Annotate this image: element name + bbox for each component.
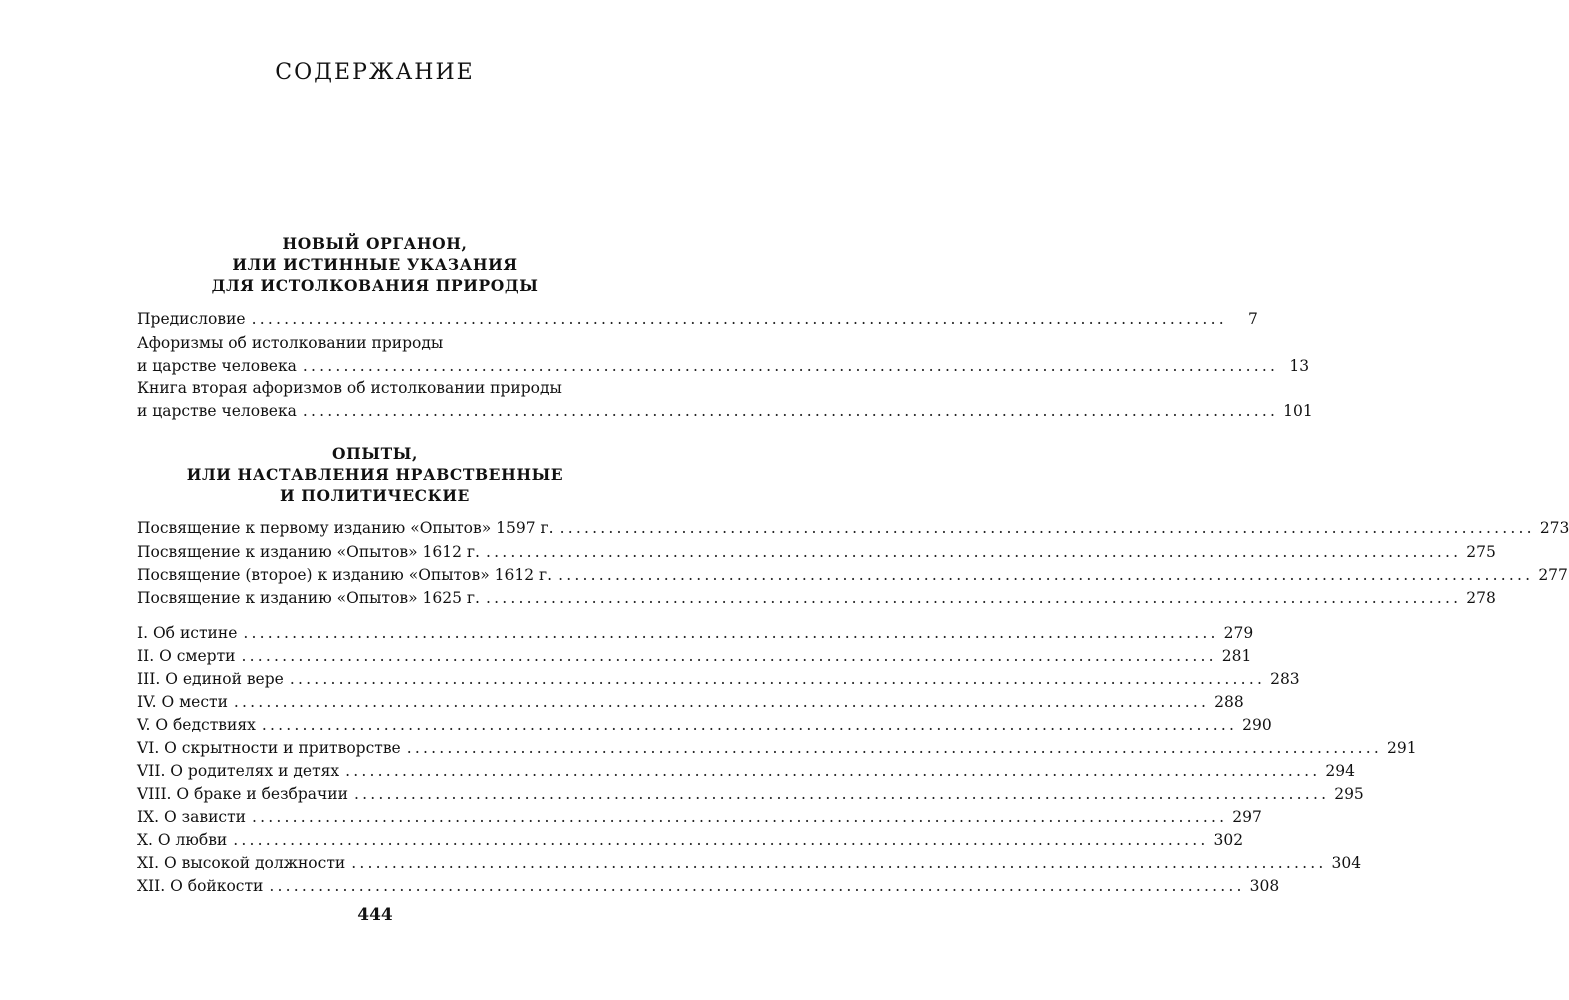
toc-entry[interactable] <box>137 377 1313 423</box>
section-heading-line: И ПОЛИТИЧЕСКИЕ <box>280 486 470 505</box>
toc-entry-title: IX. О зависти <box>137 808 246 826</box>
leader-dots: ........................................................................................................................ <box>351 854 1327 872</box>
toc-entry-title: VI. О скрытности и притворстве <box>137 739 401 757</box>
toc-entry-title: I. Об истине <box>137 624 238 642</box>
toc-entry[interactable] <box>137 332 1310 378</box>
toc-entry-page: 281 <box>1221 647 1252 665</box>
toc-entry-title: Предисловие <box>137 310 246 328</box>
toc-entry-page: 273 <box>1539 519 1569 537</box>
toc-entry[interactable] <box>137 760 1356 783</box>
leader-dots: ........................................................................................................................ <box>302 357 1279 375</box>
leader-dots: ........................................................................................................................ <box>302 402 1279 420</box>
toc-entry-page: 279 <box>1223 624 1254 642</box>
section-heading-essays <box>0 443 750 506</box>
toc-entry-title: III. О единой вере <box>137 670 284 688</box>
page-title: СОДЕРЖАНИЕ <box>275 60 475 85</box>
toc-entry[interactable] <box>137 587 1496 610</box>
toc-entry[interactable] <box>137 737 1417 760</box>
toc-entry-page: 277 <box>1538 566 1568 584</box>
toc-entry[interactable] <box>137 517 1569 540</box>
toc-entry-title: Посвящение к изданию «Опытов» 1612 г. <box>137 543 480 561</box>
toc-entry[interactable] <box>137 645 1252 668</box>
toc-entry-title: VII. О родителях и детях <box>137 762 340 780</box>
leader-dots: ........................................................................................................................ <box>243 624 1219 642</box>
toc-entry[interactable] <box>137 564 1568 587</box>
leader-dots: ........................................................................................................................ <box>269 877 1245 895</box>
toc-entry[interactable] <box>137 308 1258 331</box>
leader-dots: ........................................................................................................................ <box>558 566 1534 584</box>
leader-dots: ........................................................................................................................ <box>345 762 1321 780</box>
leader-dots: ........................................................................................................................ <box>261 716 1238 734</box>
toc-entry-page: 291 <box>1387 739 1417 757</box>
leader-dots: ........................................................................................................................ <box>353 785 1330 803</box>
toc-entry-title-line: Афоризмы об истолковании природы <box>137 334 444 352</box>
toc-entry[interactable] <box>137 714 1272 737</box>
toc-entry-title: X. О любви <box>137 831 228 849</box>
leader-dots: ........................................................................................................................ <box>559 519 1535 537</box>
toc-entry-page: 283 <box>1270 670 1300 688</box>
section-heading-line: ОПЫТЫ, <box>332 444 418 463</box>
toc-entry-title: V. О бедствиях <box>137 716 256 734</box>
toc-entry-page: 302 <box>1213 831 1244 849</box>
toc-entry-title: и царстве человека <box>137 402 297 420</box>
leader-dots: ........................................................................................................................ <box>241 647 1217 665</box>
toc-entry-page: 101 <box>1283 402 1313 420</box>
leader-dots: ........................................................................................................................ <box>233 831 1209 849</box>
toc-entry-page: 304 <box>1331 854 1362 872</box>
toc-entry-page: 294 <box>1325 762 1356 780</box>
toc-entry-title: VIII. О браке и безбрачии <box>137 785 348 803</box>
section-heading-line: ИЛИ НАСТАВЛЕНИЯ НРАВСТВЕННЫЕ <box>186 465 564 484</box>
leader-dots: ........................................................................................................................ <box>251 808 1228 826</box>
toc-entry-title: Посвящение к первому изданию «Опытов» 1597 г. <box>137 519 554 537</box>
toc-entry-title: и царстве человека <box>137 357 297 375</box>
leader-dots: ........................................................................................................................ <box>251 310 1227 328</box>
toc-entry-title: Посвящение (второе) к изданию «Опытов» 1612 г. <box>137 566 553 584</box>
section-heading-line: НОВЫЙ ОРГАНОН, <box>282 234 468 253</box>
toc-entry-page: 295 <box>1334 785 1364 803</box>
toc-entry-title: XI. О высокой должности <box>137 854 346 872</box>
toc-entry[interactable] <box>137 829 1244 852</box>
toc-entry[interactable] <box>137 691 1244 714</box>
section-heading-line: ИЛИ ИСТИННЫЕ УКАЗАНИЯ <box>232 255 518 274</box>
leader-dots: ........................................................................................................................ <box>289 670 1266 688</box>
leader-dots: ........................................................................................................................ <box>406 739 1382 757</box>
leader-dots: ........................................................................................................................ <box>485 543 1462 561</box>
toc-entry-page: 278 <box>1466 589 1496 607</box>
toc-entry[interactable] <box>137 783 1364 806</box>
section-heading-novum-organum <box>0 233 750 296</box>
toc-entry-title: II. О смерти <box>137 647 236 665</box>
toc-entry-title: XII. О бойкости <box>137 877 264 895</box>
toc-entry[interactable] <box>137 622 1254 645</box>
leader-dots: ........................................................................................................................ <box>233 693 1210 711</box>
toc-entry-title-line: Книга вторая афоризмов об истолковании природы <box>137 379 562 397</box>
section-heading-line: ДЛЯ ИСТОЛКОВАНИЯ ПРИРОДЫ <box>211 276 539 295</box>
toc-entry-title: IV. О мести <box>137 693 228 711</box>
leader-dots: ........................................................................................................................ <box>485 589 1462 607</box>
toc-entry-page: 308 <box>1249 877 1280 895</box>
toc-entry-page: 297 <box>1232 808 1262 826</box>
toc-entry[interactable] <box>137 875 1280 898</box>
toc-entry-title: Посвящение к изданию «Опытов» 1625 г. <box>137 589 480 607</box>
toc-entry[interactable] <box>137 541 1496 564</box>
toc-entry-page: 7 <box>1247 310 1258 328</box>
toc-entry-page: 290 <box>1242 716 1272 734</box>
page-number: 444 <box>357 905 393 925</box>
toc-entry[interactable] <box>137 668 1300 691</box>
toc-entry[interactable] <box>137 852 1362 875</box>
toc-entry[interactable] <box>137 806 1262 829</box>
toc-entry-page: 288 <box>1214 693 1244 711</box>
toc-entry-page: 13 <box>1289 357 1310 375</box>
toc-entry-page: 275 <box>1466 543 1496 561</box>
